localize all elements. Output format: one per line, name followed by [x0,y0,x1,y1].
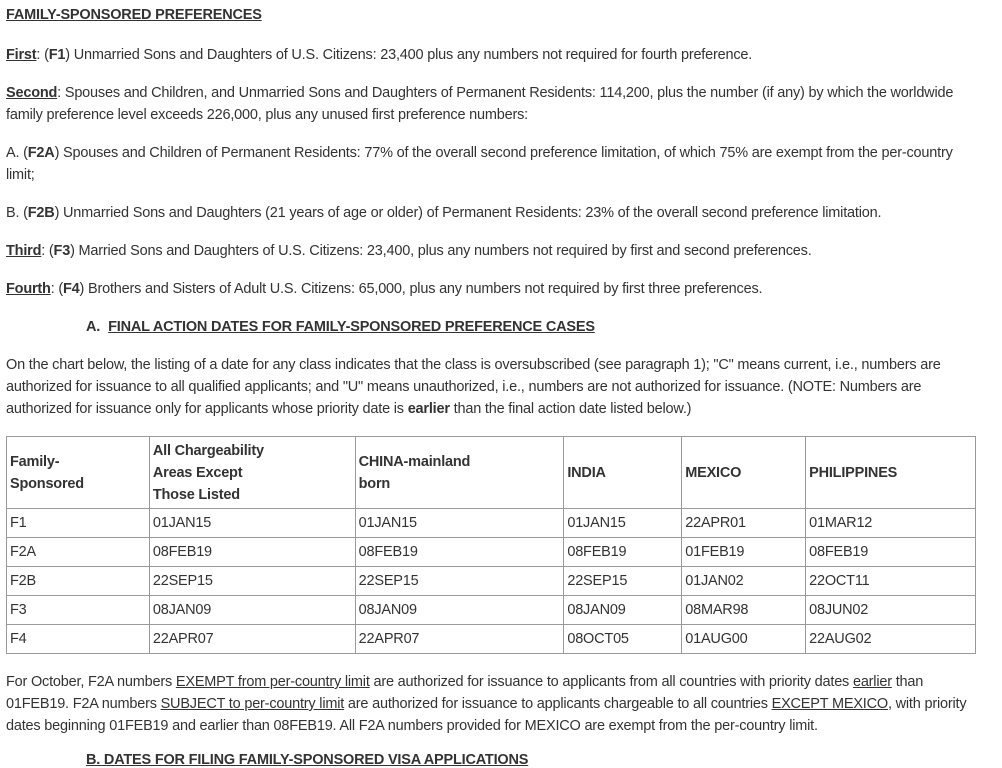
f2a-note: For October, F2A numbers EXEMPT from per-country limit are authorized for issuance to applicants from all countries with priority dates earlier than 01FEB19. F2A numbers SUBJECT to per-country limit are authorized for issuance to applicants chargeable to all countries EXCEPT MEXICO, with priority dates beginning 01FEB19 and earlier than 08FEB19. All F2A numbers provided for MEXICO are exempt from the per-country limit. [6,674,967,734]
section-a-title: FINAL ACTION DATES FOR FAMILY-SPONSORED PREFERENCE CASES [108,319,595,335]
table-cell: 01JAN02 [682,567,806,596]
table-cell: 22AUG02 [806,625,976,654]
table-row [7,567,976,596]
table-cell: 22SEP15 [355,567,564,596]
table-cell: 22APR01 [682,509,806,538]
table-cell: 08FEB19 [564,538,682,567]
table-cell: 22APR07 [149,625,355,654]
column-header-india: INDIA [564,437,682,509]
section-a-heading: A. FINAL ACTION DATES FOR FAMILY-SPONSORED PREFERENCE CASES [86,319,595,335]
table-cell: 08FEB19 [806,538,976,567]
note-link-exempt: EXEMPT from per-country limit [175,674,370,690]
preference-label: First [6,47,37,63]
preference-second: Second: Spouses and Children, and Unmarried Sons and Daughters of Permanent Residents: 114,200, plus the number (if any) by which the worldwide family preference level exceeds 226,000, plus any unused first preference numbers: [6,85,954,123]
preference-f2b: B. (F2B) Unmarried Sons and Daughters (21 years of age or older) of Permanent Residents: 23% of the overall second preference limitation. [6,205,882,221]
section-b-heading-partial: B. DATES FOR FILING FAMILY-SPONSORED VISA APPLICATIONS [86,752,529,768]
table-cell: 08JUN02 [806,596,976,625]
table-cell: 01MAR12 [806,509,976,538]
table-cell: 08OCT05 [564,625,682,654]
table-cell: 08MAR98 [682,596,806,625]
preference-first: First: (F1) Unmarried Sons and Daughters of U.S. Citizens: 23,400 plus any numbers not required for fourth preference. [6,47,753,63]
preference-fourth: Fourth: (F4) Brothers and Sisters of Adult U.S. Citizens: 65,000, plus any numbers not required by first three preferences. [6,281,763,297]
table-cell: 01AUG00 [682,625,806,654]
table-header-row [7,437,976,509]
table-cell: 22SEP15 [564,567,682,596]
preference-code: F1 [48,47,66,63]
table-cell: F1 [7,509,150,538]
table-cell: 08FEB19 [355,538,564,567]
table-cell: F2B [7,567,150,596]
preference-label: Third [6,243,42,259]
table-cell: 08JAN09 [149,596,355,625]
table-cell: 22OCT11 [806,567,976,596]
table-row [7,538,976,567]
table-cell: 01FEB19 [682,538,806,567]
table-cell: 08FEB19 [149,538,355,567]
preference-label: Second [6,85,58,101]
table-cell: 01JAN15 [355,509,564,538]
preference-code: F3 [53,243,71,259]
table-cell: 08JAN09 [564,596,682,625]
preference-third: Third: (F3) Married Sons and Daughters of U.S. Citizens: 23,400, plus any numbers not required by first and second preferences. [6,243,812,259]
table-cell: 22SEP15 [149,567,355,596]
column-header-china: CHINA-mainland born [355,437,564,509]
table-cell: F2A [7,538,150,567]
table-row [7,625,976,654]
table-cell: F4 [7,625,150,654]
preference-code: F2A [27,145,55,161]
preference-code: F2B [27,205,55,221]
preference-f2a: A. (F2A) Spouses and Children of Permanent Residents: 77% of the overall second preference limitation, of which 75% are exempt from the per-country limit; [6,145,953,183]
column-header-philippines: PHILIPPINES [806,437,976,509]
table-cell: F3 [7,596,150,625]
note-link-subject: SUBJECT to per-country limit [160,696,345,712]
preference-code: F4 [63,281,80,297]
column-header-all-chargeability: All Chargeability Areas Except Those Listed [149,437,355,509]
column-header-mexico: MEXICO [682,437,806,509]
preference-label: Fourth [6,281,51,297]
table-row [7,596,976,625]
table-row [7,509,976,538]
column-header-family-sponsored: Family- Sponsored [7,437,150,509]
page-heading: FAMILY-SPONSORED PREFERENCES [6,7,262,23]
final-action-dates-table [6,436,976,654]
table-cell: 22APR07 [355,625,564,654]
table-cell: 08JAN09 [355,596,564,625]
note-link-except-mexico: EXCEPT MEXICO [771,696,888,712]
table-cell: 01JAN15 [564,509,682,538]
chart-intro: On the chart below, the listing of a date for any class indicates that the class is oversubscribed (see paragraph 1); "C" means current, i.e., numbers are authorized for issuance to all qualified applicants; and "U" means unauthorized, i.e., numbers are not authorized for issuance. (NOTE: Numbers are authorized for issuance only for applicants whose priority date is earlier than the final action date listed below.) [6,357,941,417]
table-cell: 01JAN15 [149,509,355,538]
